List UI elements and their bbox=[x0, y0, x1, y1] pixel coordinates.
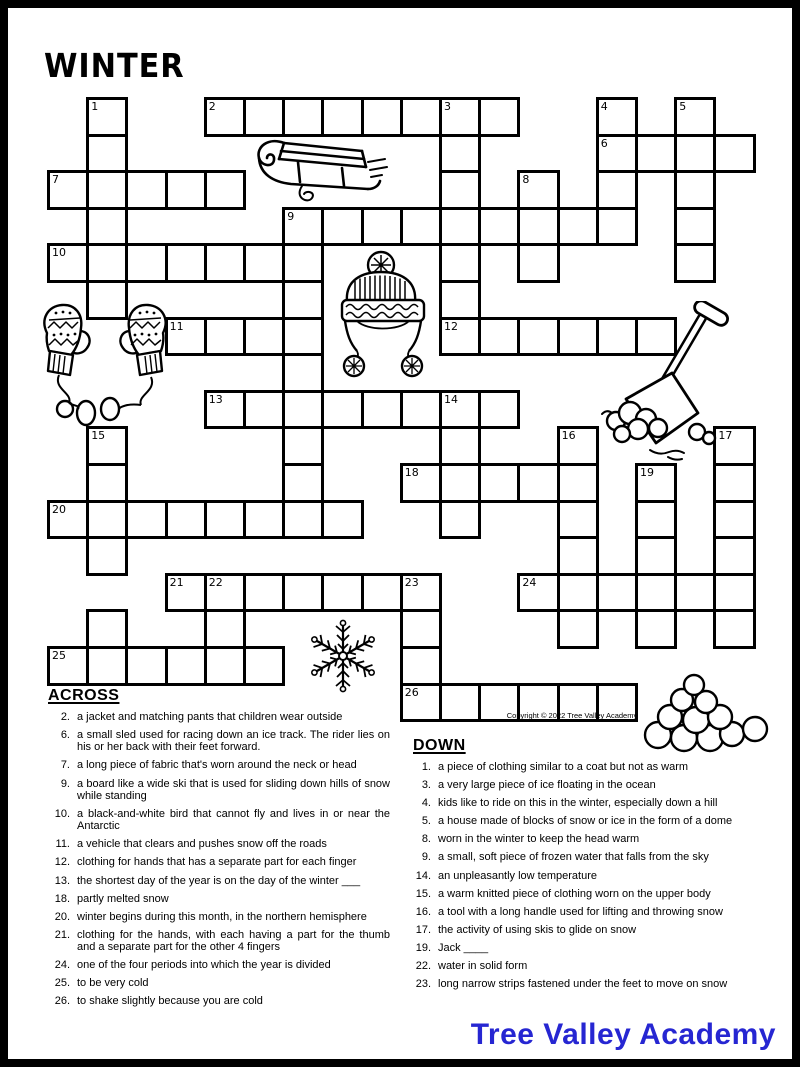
grid-cell bbox=[282, 500, 324, 540]
cell-number: 13 bbox=[208, 392, 223, 406]
clue-item bbox=[48, 929, 390, 954]
cell-number: 22 bbox=[208, 575, 223, 589]
clue-number: 10. bbox=[54, 807, 70, 820]
grid-cell bbox=[282, 317, 324, 357]
clue-number: 4. bbox=[421, 797, 431, 810]
sled-illustration bbox=[250, 131, 390, 207]
clue-number: 13. bbox=[54, 874, 70, 887]
grid-cell bbox=[557, 207, 599, 247]
grid-cell bbox=[243, 243, 285, 283]
grid-cell bbox=[282, 207, 324, 247]
grid-cell bbox=[86, 243, 128, 283]
cell-number: 3 bbox=[444, 100, 451, 113]
clue-item bbox=[48, 875, 390, 887]
grid-cell bbox=[439, 207, 481, 247]
grid-cell bbox=[204, 170, 246, 210]
grid-cell bbox=[635, 463, 677, 503]
grid-cell bbox=[439, 317, 481, 357]
clue-item bbox=[48, 911, 390, 923]
grid-cell bbox=[713, 463, 755, 503]
clue-text: a small sled used for racing down an ice track. The rider lies on his or her back with their feet forward. bbox=[77, 729, 390, 754]
grid-cell bbox=[204, 390, 246, 430]
clue-text: a long piece of fabric that's worn around the neck or head bbox=[77, 759, 357, 772]
clue-number: 14. bbox=[415, 869, 431, 882]
grid-cell bbox=[321, 500, 363, 540]
grid-cell bbox=[204, 573, 246, 613]
clue-text: Jack ____ bbox=[438, 941, 489, 954]
grid-cell bbox=[478, 390, 520, 430]
cell-number: 26 bbox=[404, 685, 419, 699]
grid-cell bbox=[596, 207, 638, 247]
grid-cell bbox=[517, 207, 559, 247]
clue-item bbox=[413, 833, 777, 845]
clue-item bbox=[48, 759, 390, 771]
grid-cell bbox=[321, 207, 363, 247]
grid-cell bbox=[47, 170, 89, 210]
grid-cell bbox=[478, 207, 520, 247]
grid-cell bbox=[125, 170, 167, 210]
clue-number: 12. bbox=[54, 856, 70, 869]
clue-text: a piece of clothing similar to a coat but not as warm bbox=[438, 761, 689, 773]
clue-item bbox=[413, 888, 777, 900]
clue-item bbox=[413, 960, 777, 972]
grid-cell bbox=[400, 609, 442, 649]
grid-cell bbox=[596, 97, 638, 137]
grid-cell bbox=[557, 536, 599, 576]
grid-cell bbox=[635, 134, 677, 174]
clue-number: 24. bbox=[54, 959, 70, 972]
grid-cell bbox=[204, 646, 246, 686]
grid-cell bbox=[674, 573, 716, 613]
grid-cell bbox=[557, 573, 599, 613]
grid-cell bbox=[478, 463, 520, 503]
grid-cell bbox=[86, 609, 128, 649]
grid-cell bbox=[674, 134, 716, 174]
grid-cell bbox=[439, 170, 481, 210]
clue-item bbox=[413, 870, 777, 882]
cell-number: 5 bbox=[679, 100, 687, 113]
grid-cell bbox=[439, 683, 481, 723]
grid-cell bbox=[165, 170, 207, 210]
grid-cell bbox=[635, 609, 677, 649]
grid-cell bbox=[517, 170, 559, 210]
grid-cell bbox=[439, 243, 481, 283]
clue-text: the shortest day of the year is on the day of the winter ___ bbox=[77, 874, 361, 887]
cell-number: 9 bbox=[287, 209, 295, 223]
across-clues-section bbox=[48, 687, 390, 1014]
grid-cell bbox=[86, 97, 128, 137]
grid-cell bbox=[635, 573, 677, 613]
clue-item bbox=[48, 959, 390, 971]
clue-number: 15. bbox=[415, 887, 431, 900]
clue-item bbox=[413, 851, 777, 863]
clue-number: 11. bbox=[55, 838, 70, 851]
clue-item bbox=[48, 729, 390, 754]
grid-cell bbox=[635, 536, 677, 576]
clue-number: 6. bbox=[60, 729, 70, 742]
grid-cell bbox=[243, 500, 285, 540]
clue-text: partly melted snow bbox=[77, 892, 169, 905]
clue-number: 17. bbox=[415, 923, 431, 936]
clue-item bbox=[48, 856, 390, 868]
cell-number: 4 bbox=[600, 100, 608, 113]
grid-cell bbox=[86, 207, 128, 247]
cell-number: 7 bbox=[52, 173, 59, 187]
clue-number: 23. bbox=[415, 978, 431, 991]
clue-text: clothing for the hands, with each having a part for the thumb and a separate part for the other 4 fingers bbox=[77, 928, 390, 954]
clue-item bbox=[48, 838, 390, 850]
clue-text: to shake slightly because you are cold bbox=[77, 995, 263, 1008]
clue-text: worn in the winter to keep the head warm bbox=[438, 833, 640, 846]
clue-item bbox=[413, 779, 777, 791]
puzzle-title: WINTER bbox=[44, 46, 185, 85]
cell-number: 18 bbox=[404, 466, 419, 479]
clue-item bbox=[413, 761, 777, 773]
clue-text: one of the four periods into which the year is divided bbox=[77, 959, 331, 972]
clue-item bbox=[48, 711, 390, 723]
grid-cell bbox=[86, 536, 128, 576]
grid-cell bbox=[47, 500, 89, 540]
clue-item bbox=[48, 778, 390, 803]
grid-cell bbox=[282, 353, 324, 393]
grid-cell bbox=[439, 426, 481, 466]
clue-item bbox=[413, 797, 777, 809]
clue-text: a board like a wide ski that is used for sliding down hills of snow while standing bbox=[77, 777, 390, 802]
cell-number: 11 bbox=[169, 319, 184, 333]
cell-number: 25 bbox=[52, 649, 66, 662]
clue-text: the activity of using skis to glide on snow bbox=[438, 923, 637, 936]
grid-cell bbox=[86, 170, 128, 210]
clue-text: a warm knitted piece of clothing worn on the upper body bbox=[438, 887, 711, 900]
grid-cell bbox=[439, 97, 481, 137]
cell-number: 10 bbox=[52, 246, 66, 260]
grid-cell bbox=[596, 573, 638, 613]
grid-cell bbox=[713, 134, 755, 174]
across-heading: ACROSS bbox=[48, 687, 120, 704]
down-clue-list bbox=[413, 761, 777, 990]
clue-item bbox=[48, 995, 390, 1007]
grid-cell bbox=[517, 573, 559, 613]
cell-number: 6 bbox=[600, 136, 608, 150]
clue-number: 2. bbox=[60, 711, 70, 723]
snow-shovel-illustration bbox=[598, 301, 734, 461]
cell-number: 21 bbox=[169, 575, 184, 589]
clue-text: winter begins during this month, in the northern hemisphere bbox=[77, 910, 367, 923]
grid-cell bbox=[439, 390, 481, 430]
grid-cell bbox=[713, 573, 755, 613]
clue-text: a small, soft piece of frozen water that falls from the sky bbox=[438, 851, 709, 864]
mittens-illustration bbox=[28, 297, 182, 431]
down-clues-section bbox=[413, 737, 777, 996]
clue-text: a vehicle that clears and pushes snow off the roads bbox=[77, 838, 327, 851]
grid-cell bbox=[557, 500, 599, 540]
clue-number: 26. bbox=[54, 995, 70, 1008]
clue-item bbox=[413, 906, 777, 918]
cell-number: 2 bbox=[208, 100, 216, 113]
grid-cell bbox=[400, 463, 442, 503]
cell-number: 20 bbox=[52, 502, 66, 516]
clue-item bbox=[413, 978, 777, 990]
grid-cell bbox=[243, 317, 285, 357]
grid-cell bbox=[635, 500, 677, 540]
grid-cell bbox=[557, 426, 599, 466]
grid-cell bbox=[165, 573, 207, 613]
grid-cell bbox=[321, 573, 363, 613]
clue-number: 22. bbox=[415, 960, 431, 973]
grid-cell bbox=[125, 243, 167, 283]
clue-item bbox=[413, 942, 777, 954]
cell-number: 1 bbox=[91, 100, 99, 113]
grid-cell bbox=[86, 463, 128, 503]
grid-cell bbox=[439, 500, 481, 540]
grid-cell bbox=[596, 170, 638, 210]
grid-cell bbox=[439, 280, 481, 320]
grid-cell bbox=[86, 500, 128, 540]
across-clue-list bbox=[48, 711, 390, 1008]
grid-cell bbox=[361, 207, 403, 247]
clue-text: to be very cold bbox=[77, 977, 149, 990]
grid-cell bbox=[165, 646, 207, 686]
grid-cell bbox=[400, 573, 442, 613]
grid-cell bbox=[125, 646, 167, 686]
cell-number: 19 bbox=[640, 466, 654, 479]
clue-number: 18. bbox=[54, 892, 70, 905]
grid-cell bbox=[282, 390, 324, 430]
copyright-notice: Copyright © 2022 Tree Valley Academy bbox=[506, 711, 638, 720]
grid-cell bbox=[400, 207, 442, 247]
grid-cell bbox=[282, 280, 324, 320]
grid-cell bbox=[400, 97, 442, 137]
grid-cell bbox=[400, 683, 442, 723]
grid-cell bbox=[282, 243, 324, 283]
grid-cell bbox=[361, 390, 403, 430]
grid-cell bbox=[204, 243, 246, 283]
cell-number: 15 bbox=[91, 429, 106, 443]
grid-cell bbox=[713, 500, 755, 540]
grid-cell bbox=[86, 134, 128, 174]
grid-cell bbox=[400, 390, 442, 430]
grid-cell bbox=[204, 97, 246, 137]
grid-cell bbox=[400, 646, 442, 686]
grid-cell bbox=[478, 97, 520, 137]
cell-number: 17 bbox=[718, 429, 733, 443]
grid-cell bbox=[713, 609, 755, 649]
clue-item bbox=[413, 924, 777, 936]
grid-cell bbox=[361, 573, 403, 613]
clue-number: 9. bbox=[421, 851, 431, 864]
cell-number: 14 bbox=[444, 392, 458, 406]
grid-cell bbox=[282, 426, 324, 466]
grid-cell bbox=[165, 243, 207, 283]
grid-cell bbox=[86, 646, 128, 686]
grid-cell bbox=[557, 609, 599, 649]
clue-text: an unpleasantly low temperature bbox=[438, 869, 597, 882]
grid-cell bbox=[243, 390, 285, 430]
clue-text: kids like to ride on this in the winter, especially down a hill bbox=[438, 797, 718, 810]
grid-cell bbox=[204, 609, 246, 649]
clue-number: 19. bbox=[415, 941, 431, 954]
clue-number: 7. bbox=[60, 759, 70, 772]
clue-number: 25. bbox=[54, 977, 70, 990]
cell-number: 23 bbox=[404, 575, 419, 589]
grid-cell bbox=[674, 97, 716, 137]
clue-number: 5. bbox=[421, 815, 431, 828]
grid-cell bbox=[165, 500, 207, 540]
grid-cell bbox=[557, 317, 599, 357]
grid-cell bbox=[674, 243, 716, 283]
cell-number: 12 bbox=[444, 319, 458, 333]
grid-cell bbox=[282, 573, 324, 613]
clue-text: water in solid form bbox=[438, 960, 528, 973]
clue-number: 9. bbox=[60, 777, 70, 790]
cell-number: 16 bbox=[561, 429, 576, 443]
clue-text: clothing for hands that has a separate part for each finger bbox=[77, 856, 357, 869]
clue-number: 16. bbox=[415, 905, 431, 918]
clue-number: 1. bbox=[421, 761, 431, 773]
grid-cell bbox=[204, 317, 246, 357]
grid-cell bbox=[243, 573, 285, 613]
clue-number: 20. bbox=[54, 910, 70, 923]
grid-cell bbox=[125, 500, 167, 540]
grid-cell bbox=[47, 646, 89, 686]
grid-cell bbox=[282, 463, 324, 503]
clue-item bbox=[48, 977, 390, 989]
grid-cell bbox=[557, 463, 599, 503]
clue-item bbox=[48, 893, 390, 905]
cell-number: 24 bbox=[522, 575, 537, 589]
clue-text: a black-and-white bird that cannot fly and lives in or near the Antarctic bbox=[77, 807, 390, 833]
clue-text: long narrow strips fastened under the feet to move on snow bbox=[438, 978, 728, 991]
clue-text: a tool with a long handle used for lifting and throwing snow bbox=[438, 905, 723, 918]
clue-number: 21. bbox=[54, 928, 70, 941]
grid-cell bbox=[86, 426, 128, 466]
clue-number: 8. bbox=[421, 833, 431, 846]
clue-text: a house made of blocks of snow or ice in the form of a dome bbox=[438, 815, 733, 828]
grid-cell bbox=[674, 207, 716, 247]
grid-cell bbox=[517, 317, 559, 357]
grid-cell bbox=[204, 500, 246, 540]
down-heading: DOWN bbox=[413, 737, 466, 754]
grid-cell bbox=[674, 170, 716, 210]
grid-cell bbox=[478, 317, 520, 357]
cell-number: 8 bbox=[522, 173, 530, 187]
grid-cell bbox=[321, 390, 363, 430]
clue-item bbox=[48, 808, 390, 833]
clue-text: a very large piece of ice floating in the ocean bbox=[438, 779, 656, 792]
clue-text: a jacket and matching pants that children wear outside bbox=[77, 711, 343, 723]
brand-footer: Tree Valley Academy bbox=[470, 1018, 776, 1051]
grid-cell bbox=[439, 463, 481, 503]
grid-cell bbox=[596, 134, 638, 174]
snowflake-illustration bbox=[301, 616, 385, 696]
grid-cell bbox=[713, 536, 755, 576]
clue-number: 3. bbox=[421, 779, 431, 792]
grid-cell bbox=[517, 463, 559, 503]
grid-cell bbox=[439, 134, 481, 174]
grid-cell bbox=[243, 646, 285, 686]
grid-cell bbox=[517, 243, 559, 283]
clue-item bbox=[413, 815, 777, 827]
grid-cell bbox=[47, 243, 89, 283]
winter-hat-illustration bbox=[331, 248, 435, 380]
